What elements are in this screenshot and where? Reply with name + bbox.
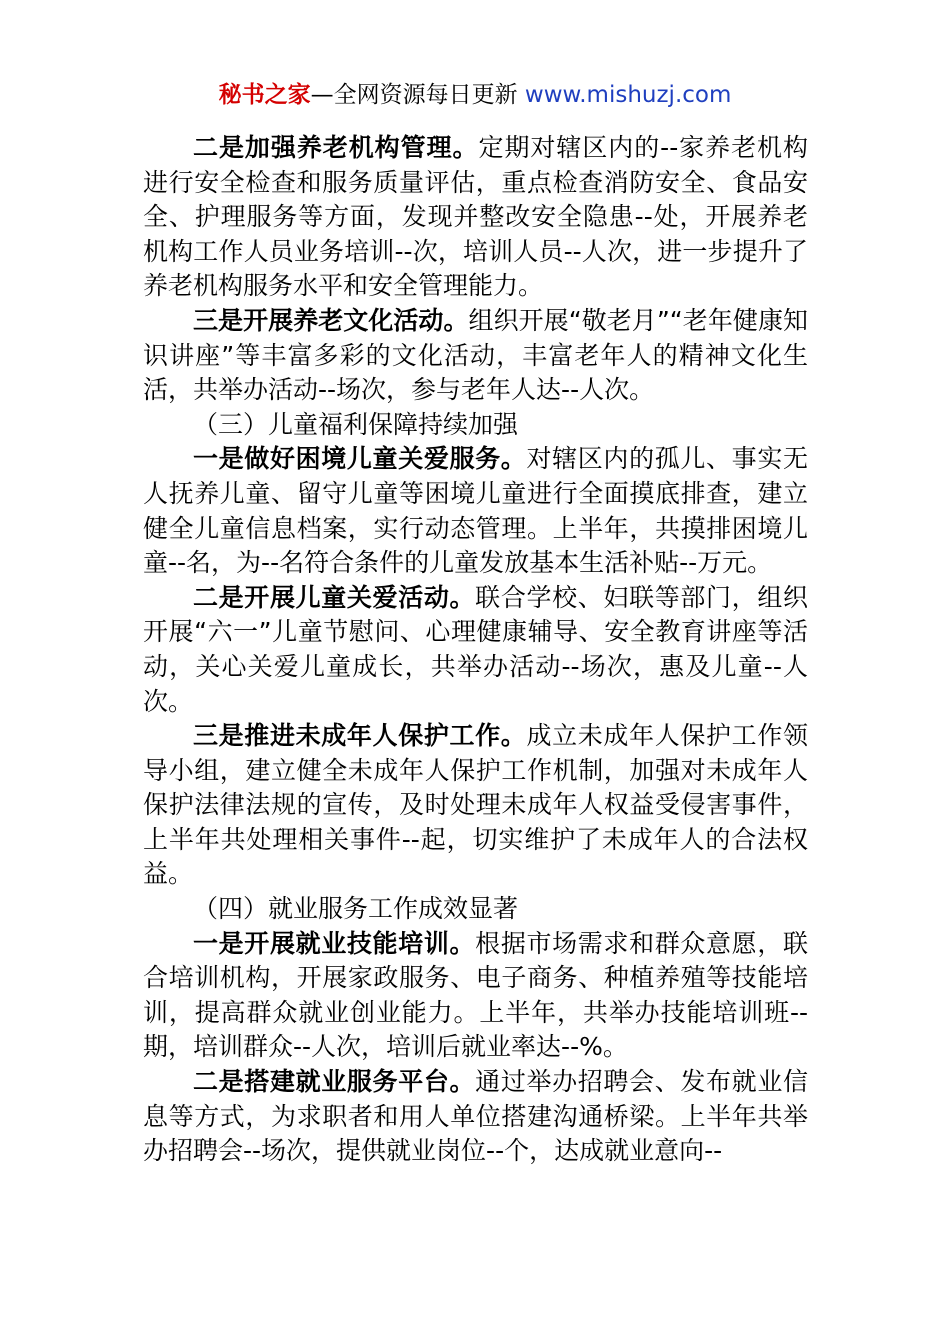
paragraph-lead: 三是开展养老文化活动。 <box>193 305 469 335</box>
paragraph <box>143 581 808 719</box>
paragraph-text: 组织开展“敬老月”“老年健康知识讲座”等丰富多彩的文化活动，丰富老年人的精神文化生活，共举办活动--场次，参与老年人达--人次。 <box>143 305 808 405</box>
section-heading-text: （四）就业服务工作成效显著 <box>193 894 519 924</box>
paragraph-text: 对辖区内的孤儿、事实无人抚养儿童、留守儿童等困境儿童进行全面摸底排查，建立健全儿童信息档案，实行动态管理。上半年，共摸排困境儿童--名，为--名符合条件的儿童发放基本生活补贴--万元。 <box>143 444 808 578</box>
document-body <box>143 131 808 1169</box>
paragraph <box>143 131 808 304</box>
paragraph <box>143 442 808 580</box>
site-brand: 秘书之家 <box>218 82 311 108</box>
paragraph-text: 联合学校、妇联等部门，组织开展“六一”儿童节慰问、心理健康辅导、安全教育讲座等活动，关心关爱儿童成长，共举办活动--场次，惠及儿童--人次。 <box>143 582 808 716</box>
paragraph-lead: 一是开展就业技能培训。 <box>193 928 476 958</box>
paragraph-lead: 三是推进未成年人保护工作。 <box>193 721 527 751</box>
section-heading <box>143 892 808 927</box>
paragraph-text: 根据市场需求和群众意愿，联合培训机构，开展家政服务、电子商务、种植养殖等技能培训，提高群众就业创业能力。上半年，共举办技能培训班--期，培训群众--人次，培训后就业率达--%。 <box>143 928 808 1062</box>
paragraph <box>143 719 808 892</box>
site-header <box>0 80 950 110</box>
paragraph-text: 定期对辖区内的--家养老机构进行安全检查和服务质量评估，重点检查消防安全、食品安全、护理服务等方面，发现并整改安全隐患--处，开展养老机构工作人员业务培训--次，培训人员--人次，进一步提升了养老机构服务水平和安全管理能力。 <box>143 133 808 301</box>
paragraph <box>143 304 808 408</box>
paragraph-lead: 一是做好困境儿童关爱服务。 <box>193 444 527 474</box>
section-heading-text: （三）儿童福利保障持续加强 <box>193 409 519 439</box>
paragraph <box>143 927 808 1065</box>
paragraph-lead: 二是开展儿童关爱活动。 <box>193 582 476 612</box>
section-heading <box>143 408 808 443</box>
site-tagline: —全网资源每日更新 <box>310 82 525 108</box>
paragraph-text: 成立未成年人保护工作领导小组，建立健全未成年人保护工作机制，加强对未成年人保护法律法规的宣传，及时处理未成年人权益受侵害事件，上半年共处理相关事件--起，切实维护了未成年人的合法权益。 <box>143 721 808 889</box>
site-url-link[interactable]: www.mishuzj.com <box>524 82 732 108</box>
paragraph <box>143 1065 808 1169</box>
paragraph-lead: 二是搭建就业服务平台。 <box>193 1067 476 1097</box>
paragraph-lead: 二是加强养老机构管理。 <box>193 133 479 162</box>
paragraph-text: 通过举办招聘会、发布就业信息等方式，为求职者和用人单位搭建沟通桥梁。上半年共举办招聘会--场次，提供就业岗位--个，达成就业意向-- <box>143 1067 808 1166</box>
